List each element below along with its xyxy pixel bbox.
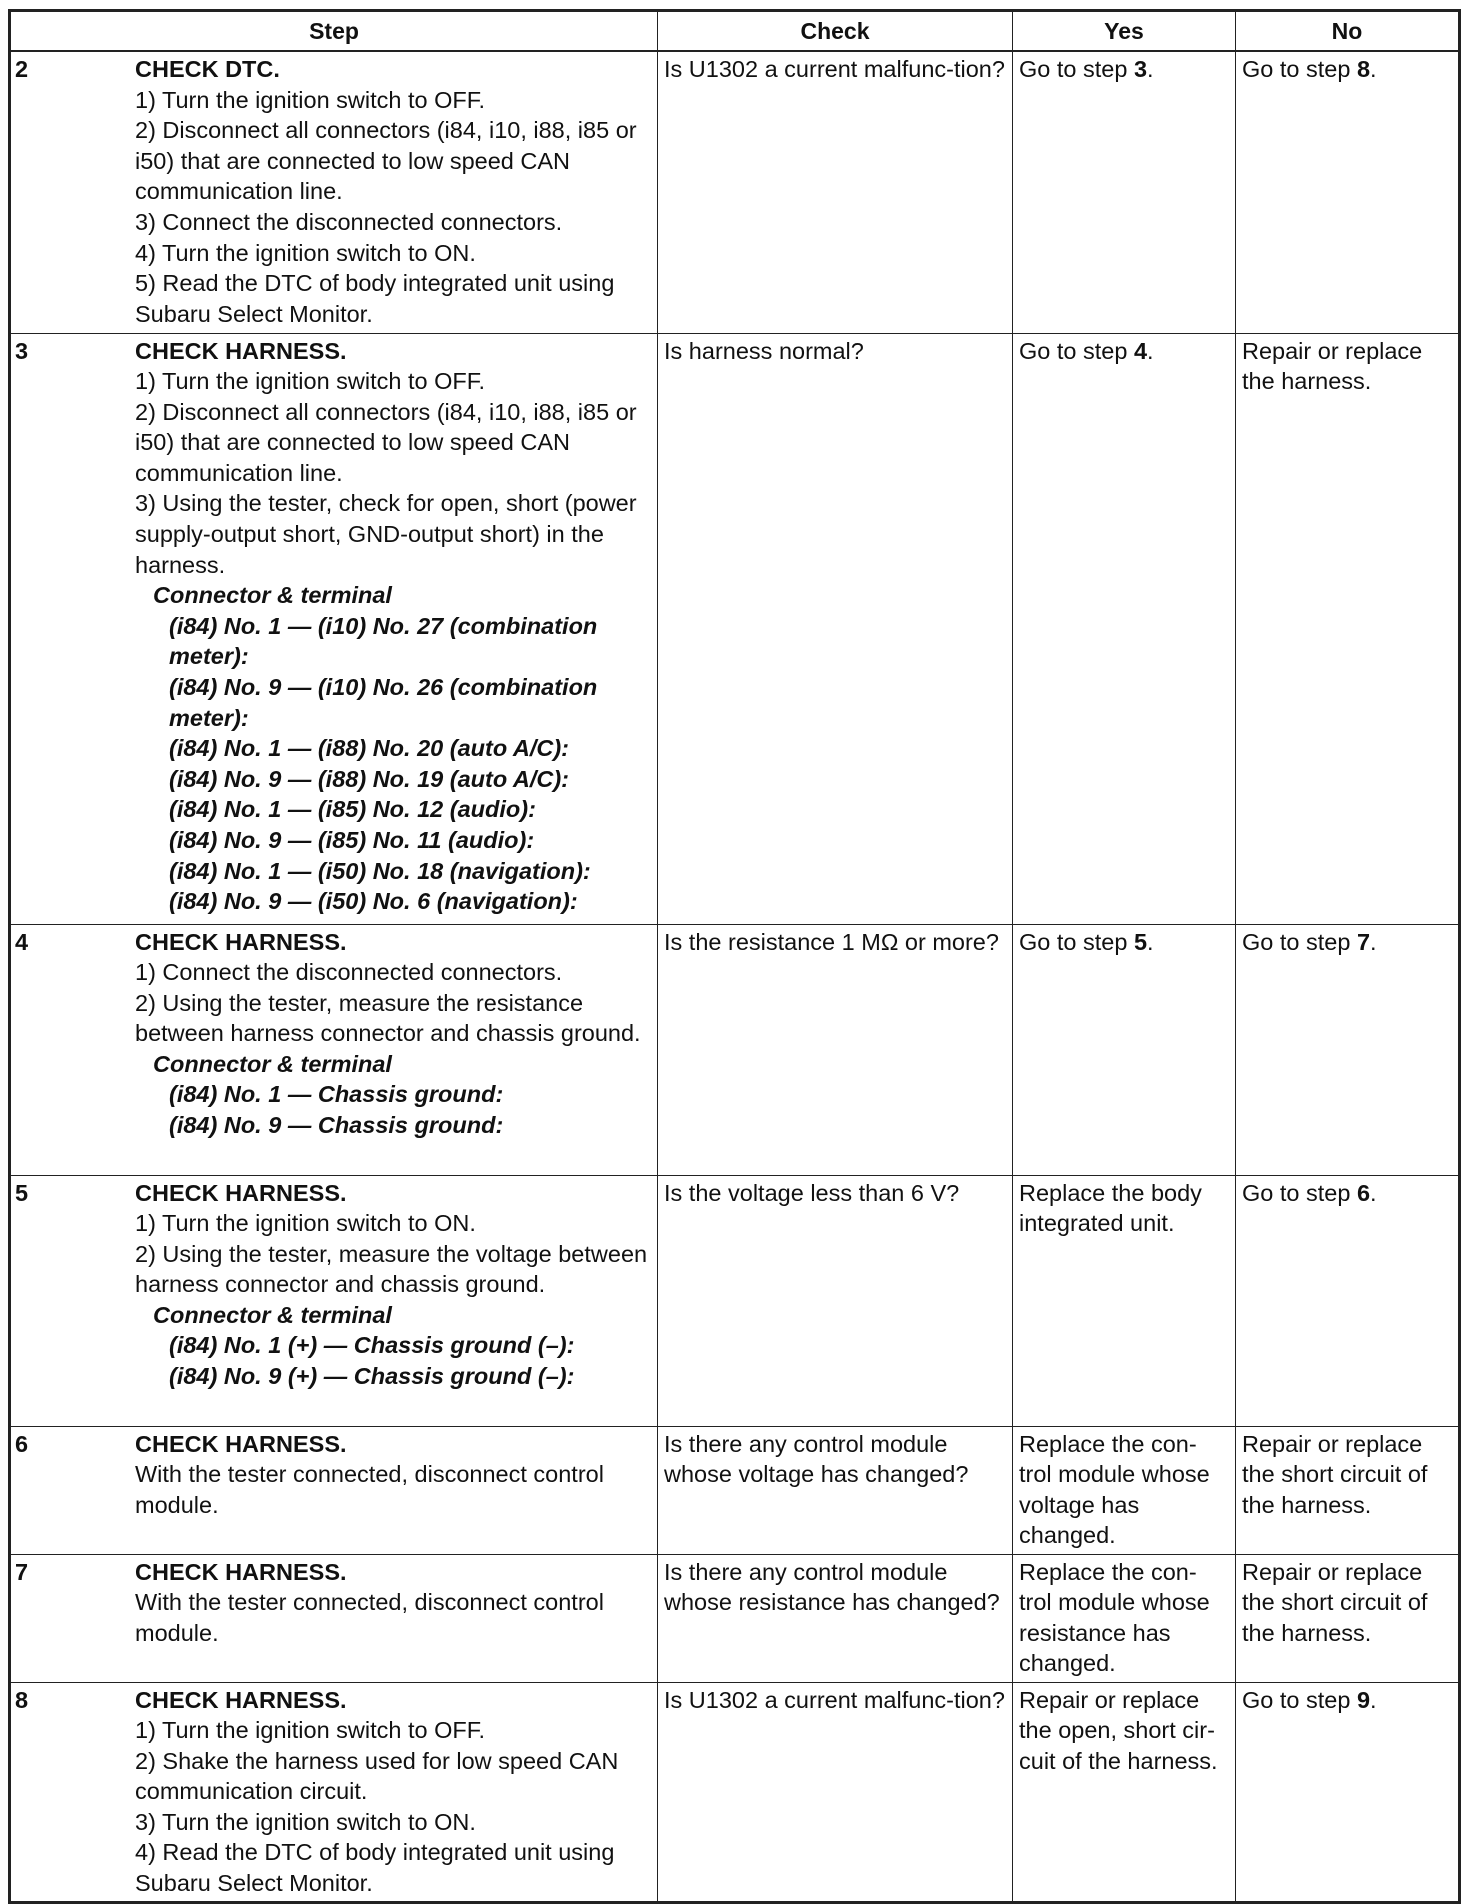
- check-cell: Is there any control module whose resistance has changed?: [658, 1554, 1013, 1682]
- step-title: CHECK HARNESS.: [135, 928, 347, 955]
- yes-cell: Replace the con-trol module whose voltage has changed.: [1013, 1426, 1236, 1554]
- step-instruction: 1) Turn the ignition switch to OFF.: [135, 86, 486, 113]
- yes-cell: [1013, 333, 1236, 924]
- yes-cell: Replace the body integrated unit.: [1013, 1175, 1236, 1426]
- check-cell: Is U1302 a current malfunc-tion?: [658, 51, 1013, 333]
- yes-step-ref: 5: [1133, 928, 1148, 955]
- table-row: [10, 1554, 1460, 1682]
- table-row: [10, 924, 1460, 1175]
- connector-terminal-item: (i84) No. 9 — (i88) No. 19 (auto A/C):: [169, 765, 569, 792]
- connector-terminal-heading: Connector & terminal: [153, 1050, 392, 1077]
- step-instruction: 1) Turn the ignition switch to OFF.: [135, 368, 486, 395]
- no-prefix: Go to step: [1242, 1686, 1357, 1713]
- step-title: CHECK HARNESS.: [135, 1430, 347, 1457]
- no-prefix: Go to step: [1242, 56, 1357, 82]
- step-instruction: 4) Turn the ignition switch to ON.: [135, 239, 476, 266]
- step-number: 7: [15, 1558, 29, 1585]
- check-cell: Is there any control module whose voltage has changed?: [658, 1426, 1013, 1554]
- no-prefix: Go to step: [1242, 1179, 1357, 1206]
- diagnostic-procedure-table: [8, 9, 1461, 1904]
- yes-suffix: .: [1147, 928, 1154, 955]
- no-cell: [1236, 1175, 1460, 1426]
- check-cell: Is the resistance 1 MΩ or more?: [658, 924, 1013, 1175]
- connector-terminal-item: (i84) No. 9 — (i50) No. 6 (navigation):: [169, 888, 578, 915]
- connector-terminal-item: (i84) No. 1 — (i88) No. 20 (auto A/C):: [169, 735, 569, 762]
- yes-prefix: Go to step: [1019, 928, 1134, 955]
- connector-terminal-item: (i84) No. 1 (+) — Chassis ground (–):: [169, 1332, 575, 1359]
- step-number: 3: [15, 337, 29, 364]
- no-suffix: .: [1370, 928, 1377, 955]
- step-cell: [10, 333, 658, 924]
- step-cell: [10, 924, 658, 1175]
- step-cell: [10, 51, 658, 333]
- step-cell: [10, 1554, 658, 1682]
- no-prefix: Go to step: [1242, 928, 1357, 955]
- step-number: 2: [15, 56, 29, 82]
- step-cell: [10, 1426, 658, 1554]
- step-instruction: 4) Read the DTC of body integrated unit using Subaru Select Monitor.: [135, 1839, 615, 1897]
- no-cell: Repair or replace the harness.: [1236, 333, 1460, 924]
- step-number: 8: [15, 1686, 29, 1713]
- step-instruction: 5) Read the DTC of body integrated unit using Subaru Select Monitor.: [135, 270, 615, 327]
- no-cell: [1236, 51, 1460, 333]
- table-row: [10, 1682, 1460, 1902]
- connector-terminal-item: (i84) No. 9 — (i85) No. 11 (audio):: [169, 827, 535, 853]
- table-header-row: [10, 11, 1460, 52]
- connector-terminal-item: (i84) No. 1 — (i50) No. 18 (navigation):: [169, 857, 591, 884]
- step-number: 6: [15, 1430, 29, 1457]
- step-title: CHECK DTC.: [135, 56, 280, 82]
- step-instruction: 1) Connect the disconnected connectors.: [135, 959, 563, 986]
- step-title: CHECK HARNESS.: [135, 1686, 347, 1713]
- header-step: Step: [10, 11, 658, 52]
- header-yes: Yes: [1013, 11, 1236, 52]
- table-row: [10, 1426, 1460, 1554]
- step-number: 4: [15, 928, 29, 955]
- no-step-ref: 9: [1356, 1686, 1371, 1713]
- yes-step-ref: 4: [1133, 337, 1148, 364]
- step-instruction: 2) Disconnect all connectors (i84, i10, i88, i85 or i50) that are connected to low speed CAN communication line.: [135, 398, 637, 486]
- no-step-ref: 8: [1356, 56, 1371, 82]
- yes-prefix: Go to step: [1019, 337, 1134, 364]
- table-row: [10, 333, 1460, 924]
- header-no: No: [1236, 11, 1460, 52]
- check-cell: Is U1302 a current malfunc-tion?: [658, 1682, 1013, 1902]
- step-number: 5: [15, 1179, 29, 1206]
- step-title: CHECK HARNESS.: [135, 1179, 347, 1206]
- no-cell: [1236, 1682, 1460, 1902]
- no-step-ref: 6: [1356, 1179, 1371, 1206]
- step-instruction: 2) Shake the harness used for low speed CAN communication circuit.: [135, 1747, 619, 1805]
- yes-suffix: .: [1147, 337, 1154, 364]
- step-instruction: 3) Turn the ignition switch to ON.: [135, 1808, 476, 1835]
- yes-step-ref: 3: [1133, 56, 1148, 82]
- step-instruction: 3) Connect the disconnected connectors.: [135, 208, 563, 235]
- yes-suffix: .: [1147, 56, 1154, 82]
- no-cell: Repair or replace the short circuit of the harness.: [1236, 1554, 1460, 1682]
- yes-cell: [1013, 51, 1236, 333]
- connector-terminal-item: (i84) No. 1 — (i10) No. 27 (combination meter):: [169, 612, 598, 670]
- connector-terminal-item: (i84) No. 1 — (i85) No. 12 (audio):: [169, 796, 536, 823]
- check-cell: Is harness normal?: [658, 333, 1013, 924]
- connector-terminal-item: (i84) No. 9 — Chassis ground:: [169, 1112, 504, 1139]
- yes-cell: [1013, 924, 1236, 1175]
- step-instruction: 2) Using the tester, measure the resistance between harness connector and chassis ground.: [135, 989, 641, 1047]
- no-suffix: .: [1370, 1179, 1377, 1206]
- step-instruction: 2) Using the tester, measure the voltage between harness connector and chassis ground.: [135, 1240, 648, 1298]
- no-suffix: .: [1370, 1686, 1377, 1713]
- yes-prefix: Go to step: [1019, 56, 1134, 82]
- table-row: [10, 1175, 1460, 1426]
- check-cell: Is the voltage less than 6 V?: [658, 1175, 1013, 1426]
- step-instruction: With the tester connected, disconnect control module.: [135, 1589, 604, 1646]
- step-cell: [10, 1175, 658, 1426]
- header-check: Check: [658, 11, 1013, 52]
- table-row: [10, 51, 1460, 333]
- step-instruction: With the tester connected, disconnect control module.: [135, 1461, 604, 1518]
- no-cell: Repair or replace the short circuit of the harness.: [1236, 1426, 1460, 1554]
- step-instruction: 2) Disconnect all connectors (i84, i10, i88, i85 or i50) that are connected to low speed CAN communication line.: [135, 117, 637, 205]
- step-title: CHECK HARNESS.: [135, 337, 347, 364]
- step-instruction: 1) Turn the ignition switch to OFF.: [135, 1717, 486, 1744]
- step-instruction: 3) Using the tester, check for open, short (power supply-output short, GND-output short) in the harness.: [135, 490, 637, 578]
- step-title: CHECK HARNESS.: [135, 1558, 347, 1585]
- connector-terminal-item: (i84) No. 9 — (i10) No. 26 (combination meter):: [169, 674, 598, 731]
- step-instruction: 1) Turn the ignition switch to ON.: [135, 1210, 476, 1237]
- connector-terminal-heading: Connector & terminal: [153, 1301, 392, 1328]
- step-cell: [10, 1682, 658, 1902]
- yes-cell: Replace the con-trol module whose resistance has changed.: [1013, 1554, 1236, 1682]
- connector-terminal-item: (i84) No. 9 (+) — Chassis ground (–):: [169, 1363, 575, 1390]
- connector-terminal-heading: Connector & terminal: [153, 582, 392, 609]
- no-suffix: .: [1370, 56, 1377, 82]
- connector-terminal-item: (i84) No. 1 — Chassis ground:: [169, 1081, 504, 1108]
- no-cell: [1236, 924, 1460, 1175]
- no-step-ref: 7: [1356, 928, 1371, 955]
- yes-cell: Repair or replace the open, short cir-cuit of the harness.: [1013, 1682, 1236, 1902]
